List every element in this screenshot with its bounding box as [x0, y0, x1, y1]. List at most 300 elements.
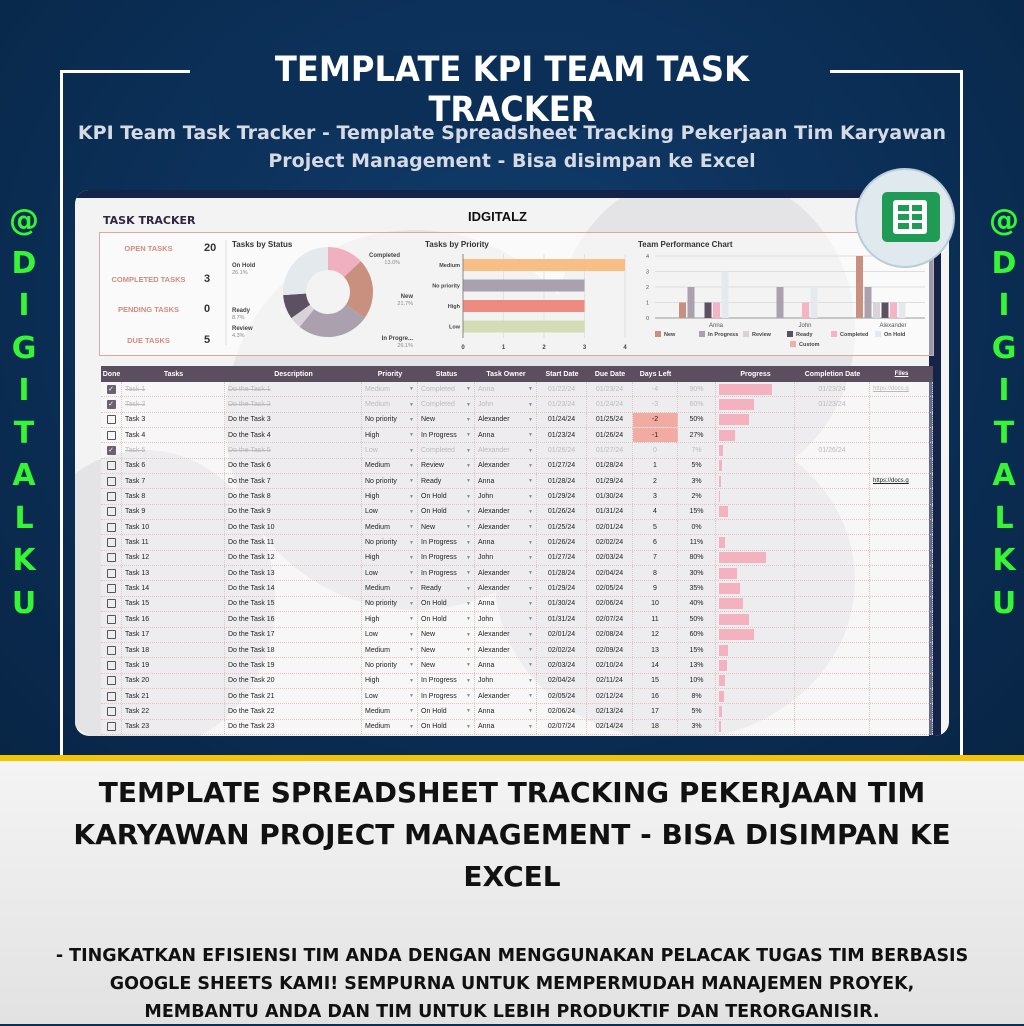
task-description[interactable]: Do the Task 18 [225, 643, 362, 657]
due-date[interactable]: 01/30/24 [587, 489, 633, 503]
priority-dropdown[interactable] [362, 428, 418, 442]
task-description[interactable]: Do the Task 1 [225, 382, 362, 396]
start-date[interactable]: 01/26/24 [537, 505, 587, 519]
priority-dropdown[interactable] [362, 397, 418, 411]
chevron-down-icon: ▼ [528, 554, 533, 561]
done-checkbox[interactable] [107, 692, 116, 701]
owner-dropdown[interactable] [475, 551, 537, 565]
task-description[interactable]: Do the Task 14 [225, 581, 362, 595]
owner-dropdown[interactable] [475, 689, 537, 703]
start-date[interactable]: 01/27/24 [537, 459, 587, 473]
completion-date[interactable] [795, 535, 870, 549]
start-date[interactable]: 01/23/24 [537, 397, 587, 411]
status-dropdown[interactable] [418, 413, 475, 427]
task-name[interactable]: Task 16 [122, 612, 225, 626]
start-date[interactable]: 01/23/24 [537, 428, 587, 442]
status-dropdown[interactable] [418, 443, 475, 457]
owner-dropdown[interactable] [475, 505, 537, 519]
completion-date[interactable] [795, 674, 870, 688]
dropdown-value: New [421, 523, 436, 531]
status-dropdown[interactable] [418, 535, 475, 549]
due-date[interactable]: 01/23/24 [587, 382, 633, 396]
start-date[interactable]: 01/24/24 [537, 413, 587, 427]
priority-dropdown[interactable] [362, 535, 418, 549]
task-name[interactable]: Task 11 [122, 535, 225, 549]
due-date[interactable]: 02/13/24 [587, 704, 633, 718]
status-dropdown[interactable] [418, 505, 475, 519]
completion-date[interactable]: 01/23/24 [795, 382, 870, 396]
chevron-down-icon: ▼ [409, 447, 414, 454]
dropdown-value: Low [365, 447, 378, 455]
priority-dropdown[interactable] [362, 413, 418, 427]
priority-dropdown[interactable] [362, 443, 418, 457]
owner-dropdown[interactable] [475, 674, 537, 688]
done-checkbox[interactable]: ✓ [108, 447, 114, 455]
task-name[interactable]: Task 9 [122, 505, 225, 519]
due-date[interactable]: 02/04/24 [587, 566, 633, 580]
priority-dropdown[interactable] [362, 674, 418, 688]
task-description[interactable]: Do the Task 16 [225, 612, 362, 626]
chevron-down-icon: ▼ [409, 401, 414, 408]
task-name[interactable]: Task 15 [122, 597, 225, 611]
due-date[interactable]: 02/08/24 [587, 628, 633, 642]
completion-date[interactable] [795, 428, 870, 442]
dropdown-value: Anna [478, 539, 495, 547]
dropdown-value: Alexander [478, 416, 510, 424]
task-name[interactable]: Task 8 [122, 489, 225, 503]
status-dropdown[interactable] [418, 612, 475, 626]
x-tick-label: 1 [501, 345, 506, 351]
due-date[interactable]: 02/02/24 [587, 535, 633, 549]
task-description[interactable]: Do the Task 17 [225, 628, 362, 642]
priority-dropdown[interactable] [362, 643, 418, 657]
progress-cell [716, 520, 795, 534]
start-date[interactable]: 01/28/24 [537, 566, 587, 580]
completion-date[interactable] [795, 628, 870, 642]
owner-dropdown[interactable] [475, 489, 537, 503]
task-description[interactable]: Do the Task 6 [225, 459, 362, 473]
dropdown-value: Alexander [478, 692, 510, 700]
due-date[interactable]: 01/31/24 [587, 505, 633, 519]
dropdown-value: No priority [365, 416, 397, 424]
dropdown-value: High [365, 615, 380, 623]
team-bar [713, 303, 720, 319]
side-letter: T [993, 415, 1015, 451]
priority-dropdown[interactable] [362, 628, 418, 642]
completion-date[interactable] [795, 597, 870, 611]
owner-dropdown[interactable] [475, 428, 537, 442]
done-checkbox[interactable] [107, 584, 116, 593]
task-description[interactable]: Do the Task 10 [225, 520, 362, 534]
task-description[interactable]: Do the Task 23 [225, 720, 362, 734]
due-date[interactable]: 02/09/24 [587, 643, 633, 657]
status-dropdown[interactable] [418, 689, 475, 703]
task-description[interactable]: Do the Task 8 [225, 489, 362, 503]
done-checkbox[interactable] [107, 523, 116, 532]
due-date[interactable]: 02/06/24 [587, 597, 633, 611]
chevron-down-icon: ▼ [528, 570, 533, 577]
done-cell [101, 643, 122, 657]
side-letter: I [998, 373, 1010, 408]
done-checkbox[interactable] [107, 722, 116, 731]
side-letter: U [991, 585, 1017, 621]
start-date[interactable]: 01/28/24 [537, 474, 587, 488]
done-checkbox[interactable] [107, 646, 116, 655]
dropdown-value: In Progress [421, 539, 457, 547]
days-left: 14 [633, 658, 678, 672]
task-description[interactable]: Do the Task 13 [225, 566, 362, 580]
status-dropdown[interactable] [418, 597, 475, 611]
priority-dropdown[interactable] [362, 704, 418, 718]
completion-date[interactable] [795, 566, 870, 580]
progress-cell [716, 597, 795, 611]
chevron-down-icon: ▼ [409, 647, 414, 654]
file-link[interactable] [870, 689, 933, 703]
task-name[interactable]: Task 20 [122, 674, 225, 688]
task-name[interactable]: Task 10 [122, 520, 225, 534]
task-name[interactable]: Task 14 [122, 581, 225, 595]
dropdown-value: Alexander [478, 523, 510, 531]
due-date[interactable]: 01/25/24 [587, 413, 633, 427]
owner-dropdown[interactable] [475, 581, 537, 595]
done-checkbox[interactable] [107, 477, 116, 486]
task-name[interactable]: Task 21 [122, 689, 225, 703]
team-bar [856, 256, 863, 318]
done-checkbox[interactable] [107, 553, 116, 562]
done-checkbox[interactable] [107, 676, 116, 685]
owner-dropdown[interactable] [475, 413, 537, 427]
start-date[interactable]: 01/26/24 [537, 535, 587, 549]
team-bar [890, 303, 897, 319]
done-checkbox[interactable] [107, 661, 116, 670]
task-name[interactable]: Task 23 [122, 720, 225, 734]
status-dropdown[interactable] [418, 520, 475, 534]
task-description[interactable]: Do the Task 11 [225, 535, 362, 549]
start-date[interactable]: 01/29/24 [537, 581, 587, 595]
priority-dropdown[interactable] [362, 382, 418, 396]
priority-dropdown[interactable] [362, 689, 418, 703]
done-checkbox[interactable] [107, 707, 116, 716]
owner-dropdown[interactable] [475, 459, 537, 473]
task-description[interactable]: Do the Task 3 [225, 413, 362, 427]
task-description[interactable]: Do the Task 5 [225, 443, 362, 457]
completion-date[interactable] [795, 612, 870, 626]
start-date[interactable]: 02/06/24 [537, 704, 587, 718]
completion-date[interactable] [795, 520, 870, 534]
progress-cell [716, 382, 795, 396]
done-cell [101, 474, 122, 488]
due-date[interactable]: 01/27/24 [587, 443, 633, 457]
status-dropdown[interactable] [418, 704, 475, 718]
done-cell [101, 505, 122, 519]
dropdown-value: Anna [478, 431, 495, 439]
task-description[interactable]: Do the Task 21 [225, 689, 362, 703]
owner-dropdown[interactable] [475, 520, 537, 534]
file-link[interactable] [870, 459, 933, 473]
owner-dropdown[interactable] [475, 628, 537, 642]
priority-dropdown[interactable] [362, 520, 418, 534]
task-name[interactable]: Task 7 [122, 474, 225, 488]
due-date[interactable]: 02/01/24 [587, 520, 633, 534]
completion-date[interactable] [795, 459, 870, 473]
task-name[interactable]: Task 22 [122, 704, 225, 718]
x-tick-label: 4 [623, 345, 627, 351]
done-checkbox[interactable] [107, 492, 116, 501]
start-date[interactable]: 01/26/24 [537, 443, 587, 457]
table-row [101, 628, 933, 643]
table-row [101, 689, 933, 704]
priority-dropdown[interactable] [362, 551, 418, 565]
pie-value-label: 13.0% [384, 260, 400, 266]
due-date[interactable]: 01/24/24 [587, 397, 633, 411]
progress-bar [719, 629, 754, 640]
completion-date[interactable] [795, 413, 870, 427]
owner-dropdown[interactable] [475, 566, 537, 580]
priority-dropdown[interactable] [362, 612, 418, 626]
task-description[interactable]: Do the Task 7 [225, 474, 362, 488]
status-dropdown[interactable] [418, 551, 475, 565]
start-date[interactable]: 02/02/24 [537, 643, 587, 657]
due-date[interactable]: 02/03/24 [587, 551, 633, 565]
file-link[interactable] [870, 489, 933, 503]
status-dropdown[interactable] [418, 658, 475, 672]
done-cell [101, 428, 122, 442]
task-name[interactable]: Task 3 [122, 413, 225, 427]
priority-dropdown[interactable] [362, 720, 418, 734]
owner-dropdown[interactable] [475, 720, 537, 734]
table-row [101, 382, 933, 397]
owner-dropdown[interactable] [475, 443, 537, 457]
done-checkbox[interactable] [107, 431, 116, 440]
done-checkbox[interactable] [107, 415, 116, 424]
status-dropdown[interactable] [418, 428, 475, 442]
completion-date[interactable] [795, 581, 870, 595]
priority-dropdown[interactable] [362, 566, 418, 580]
file-link[interactable] [870, 443, 933, 457]
status-dropdown[interactable] [418, 643, 475, 657]
chevron-down-icon: ▼ [466, 432, 471, 439]
file-link[interactable] [870, 674, 933, 688]
progress-cell [716, 505, 795, 519]
file-link[interactable] [870, 643, 933, 657]
file-link[interactable]: https://docs.g [870, 474, 933, 488]
owner-dropdown[interactable] [475, 397, 537, 411]
due-date[interactable]: 02/14/24 [587, 720, 633, 734]
file-link[interactable] [870, 520, 933, 534]
completion-date[interactable] [795, 489, 870, 503]
file-link[interactable] [870, 428, 933, 442]
dropdown-value: Medium [365, 462, 390, 470]
task-name[interactable]: Task 5 [122, 443, 225, 457]
task-name[interactable]: Task 13 [122, 566, 225, 580]
progress-cell [716, 628, 795, 642]
task-description[interactable]: Do the Task 2 [225, 397, 362, 411]
status-dropdown[interactable] [418, 489, 475, 503]
task-name[interactable]: Task 2 [122, 397, 225, 411]
task-description[interactable]: Do the Task 12 [225, 551, 362, 565]
owner-dropdown[interactable] [475, 382, 537, 396]
file-link[interactable] [870, 628, 933, 642]
priority-dropdown[interactable] [362, 505, 418, 519]
task-description[interactable]: Do the Task 4 [225, 428, 362, 442]
task-description[interactable]: Do the Task 15 [225, 597, 362, 611]
task-description[interactable]: Do the Task 20 [225, 674, 362, 688]
chevron-down-icon: ▼ [528, 493, 533, 500]
due-date[interactable]: 02/11/24 [587, 674, 633, 688]
status-dropdown[interactable] [418, 581, 475, 595]
completion-date[interactable] [795, 658, 870, 672]
status-dropdown[interactable] [418, 397, 475, 411]
task-description[interactable]: Do the Task 22 [225, 704, 362, 718]
start-date[interactable]: 01/29/24 [537, 489, 587, 503]
owner-dropdown[interactable] [475, 643, 537, 657]
status-dropdown[interactable] [418, 474, 475, 488]
chevron-down-icon: ▼ [466, 416, 471, 423]
file-link[interactable] [870, 535, 933, 549]
side-letter: G [11, 330, 37, 366]
owner-dropdown[interactable] [475, 612, 537, 626]
file-link[interactable] [870, 397, 933, 411]
task-name[interactable]: Task 1 [122, 382, 225, 396]
completion-date[interactable] [795, 704, 870, 718]
start-date[interactable]: 01/30/24 [537, 597, 587, 611]
days-left: 12 [633, 628, 678, 642]
due-date[interactable]: 01/28/24 [587, 459, 633, 473]
priority-dropdown[interactable] [362, 459, 418, 473]
file-link[interactable] [870, 505, 933, 519]
done-checkbox[interactable]: ✓ [108, 385, 114, 393]
completion-date[interactable] [795, 551, 870, 565]
task-description[interactable]: Do the Task 19 [225, 658, 362, 672]
completion-date[interactable] [795, 505, 870, 519]
status-dropdown[interactable] [418, 628, 475, 642]
start-date[interactable]: 02/03/24 [537, 658, 587, 672]
done-checkbox[interactable] [107, 615, 116, 624]
start-date[interactable]: 02/01/24 [537, 628, 587, 642]
owner-dropdown[interactable] [475, 597, 537, 611]
progress-percent: 27% [678, 428, 716, 442]
progress-percent: 80% [678, 551, 716, 565]
column-header: Task Owner [486, 370, 526, 378]
file-link[interactable] [870, 704, 933, 718]
dropdown-value: No priority [365, 539, 397, 547]
dropdown-value: Anna [478, 385, 495, 393]
progress-bar [719, 430, 735, 441]
done-checkbox[interactable] [107, 538, 116, 547]
done-checkbox[interactable]: ✓ [108, 401, 114, 409]
file-link[interactable] [870, 413, 933, 427]
chevron-down-icon: ▼ [466, 723, 471, 730]
priority-dropdown[interactable] [362, 597, 418, 611]
status-dropdown[interactable] [418, 382, 475, 396]
progress-percent: 8% [678, 689, 716, 703]
completion-date[interactable] [795, 720, 870, 734]
file-link[interactable]: https://docs.g [870, 382, 933, 396]
task-description[interactable]: Do the Task 9 [225, 505, 362, 519]
start-date[interactable]: 02/05/24 [537, 689, 587, 703]
progress-cell [716, 489, 795, 503]
chevron-down-icon: ▼ [409, 416, 414, 423]
done-checkbox[interactable] [107, 507, 116, 516]
completion-date[interactable]: 01/23/24 [795, 397, 870, 411]
chevron-down-icon: ▼ [466, 708, 471, 715]
task-name[interactable]: Task 17 [122, 628, 225, 642]
x-tick-label: 2 [542, 345, 546, 351]
start-date[interactable]: 01/25/24 [537, 520, 587, 534]
table-row [101, 612, 933, 627]
priority-dropdown[interactable] [362, 489, 418, 503]
file-link[interactable] [870, 720, 933, 734]
owner-dropdown[interactable] [475, 474, 537, 488]
done-checkbox[interactable] [107, 461, 116, 470]
priority-dropdown[interactable] [362, 474, 418, 488]
owner-dropdown[interactable] [475, 658, 537, 672]
column-header: Completion Date [804, 370, 861, 378]
dropdown-value: Review [421, 462, 444, 470]
start-date[interactable]: 01/27/24 [537, 551, 587, 565]
done-checkbox[interactable] [107, 569, 116, 578]
completion-date[interactable] [795, 689, 870, 703]
file-link[interactable] [870, 658, 933, 672]
done-checkbox[interactable] [107, 630, 116, 639]
completion-date[interactable] [795, 643, 870, 657]
chevron-down-icon: ▼ [409, 708, 414, 715]
chevron-down-icon: ▼ [528, 508, 533, 515]
para-line: - TINGKATKAN EFISIENSI TIM ANDA DENGAN MENGGUNAKAN PELACAK TUGAS TIM BERBASIS [55, 946, 969, 966]
progress-cell [716, 443, 795, 457]
days-left: 8 [633, 566, 678, 580]
task-name[interactable]: Task 19 [122, 658, 225, 672]
task-name[interactable]: Task 18 [122, 643, 225, 657]
dropdown-value: High [365, 431, 380, 439]
completion-date[interactable]: 01/26/24 [795, 443, 870, 457]
task-name[interactable]: Task 12 [122, 551, 225, 565]
task-name[interactable]: Task 6 [122, 459, 225, 473]
chevron-down-icon: ▼ [466, 508, 471, 515]
due-date[interactable]: 02/07/24 [587, 612, 633, 626]
due-date[interactable]: 02/10/24 [587, 658, 633, 672]
file-link[interactable] [870, 581, 933, 595]
file-link[interactable] [870, 551, 933, 565]
status-dropdown[interactable] [418, 459, 475, 473]
status-dropdown[interactable] [418, 566, 475, 580]
file-link[interactable] [870, 566, 933, 580]
priority-dropdown[interactable] [362, 581, 418, 595]
owner-dropdown[interactable] [475, 535, 537, 549]
due-date[interactable]: 02/05/24 [587, 581, 633, 595]
completion-date[interactable] [795, 474, 870, 488]
done-checkbox[interactable] [107, 599, 116, 608]
file-link[interactable] [870, 597, 933, 611]
file-link[interactable] [870, 612, 933, 626]
owner-dropdown[interactable] [475, 704, 537, 718]
start-date[interactable]: 02/07/24 [537, 720, 587, 734]
status-dropdown[interactable] [418, 720, 475, 734]
start-date[interactable]: 01/22/24 [537, 382, 587, 396]
due-date[interactable]: 02/12/24 [587, 689, 633, 703]
google-sheets-icon [855, 168, 955, 268]
due-date[interactable]: 01/26/24 [587, 428, 633, 442]
due-date[interactable]: 01/29/24 [587, 474, 633, 488]
task-name[interactable]: Task 4 [122, 428, 225, 442]
dropdown-value: John [478, 554, 494, 562]
start-date[interactable]: 01/31/24 [537, 612, 587, 626]
status-dropdown[interactable] [418, 674, 475, 688]
start-date[interactable]: 02/04/24 [537, 674, 587, 688]
priority-dropdown[interactable] [362, 658, 418, 672]
progress-percent: 5% [678, 459, 716, 473]
y-tick-label: 2 [645, 285, 649, 291]
